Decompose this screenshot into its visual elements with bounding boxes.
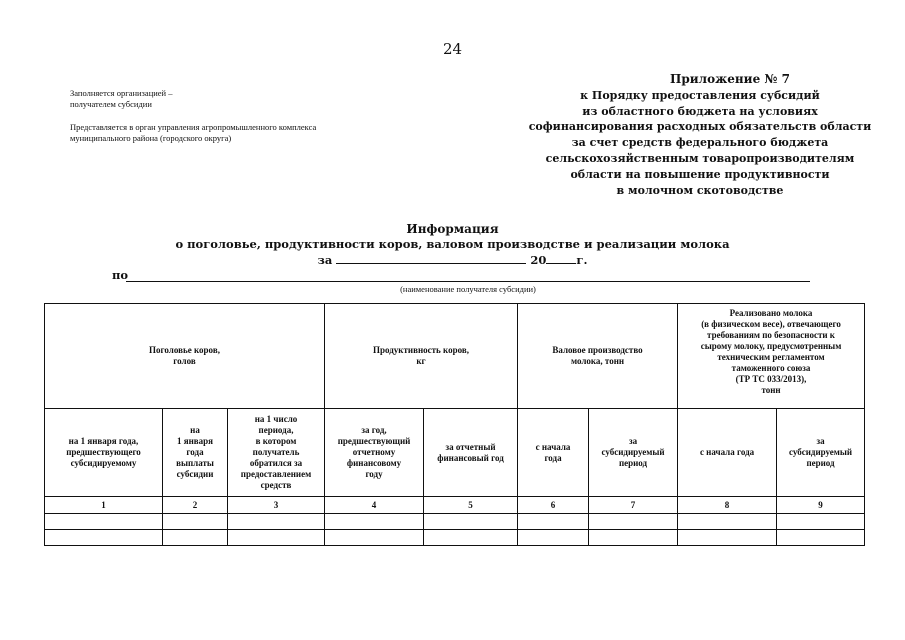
empty-cell[interactable] [424, 514, 518, 530]
group-production-header: Валовое производство молока, тонн [518, 304, 678, 409]
empty-cell[interactable] [228, 514, 325, 530]
recipient-hint: (наименование получателя субсидии) [400, 284, 536, 294]
column-header: за субсидируемый период [777, 409, 865, 497]
empty-cell[interactable] [777, 514, 865, 530]
appendix-title: Приложение № 7 [670, 72, 790, 86]
column-number: 1 [45, 497, 163, 514]
column-header: на 1 января года, предшествующего субсидируемому [45, 409, 163, 497]
table-row [45, 514, 865, 530]
column-number: 8 [678, 497, 777, 514]
filled-by-line-1: Заполняется организацией – [70, 88, 173, 98]
filled-by-line-2: получателем субсидии [70, 99, 152, 109]
column-header-row [45, 409, 865, 497]
empty-cell[interactable] [518, 530, 589, 546]
submitted-to-line-1: Представляется в орган управления агропромышленного комплекса [70, 122, 317, 132]
column-header: на 1 января года выплаты субсидии [163, 409, 228, 497]
column-header: на 1 число периода, в котором получатель обратился за предоставлением средств [228, 409, 325, 497]
column-number: 6 [518, 497, 589, 514]
appendix-line: из областного бюджета на условиях [582, 104, 818, 118]
appendix-line: за счет средств федерального бюджета [571, 136, 829, 150]
group-header-row [45, 304, 865, 409]
appendix-block [520, 72, 880, 198]
period-field[interactable] [336, 253, 526, 264]
recipient-prefix: по [112, 268, 129, 282]
empty-cell[interactable] [589, 530, 678, 546]
column-header: за отчетный финансовый год [424, 409, 518, 497]
page-number: 24 [442, 40, 463, 58]
milk-info-table [44, 303, 865, 546]
appendix-line: сельскохозяйственным товаропроизводителям [545, 151, 855, 165]
period-line [0, 253, 905, 267]
appendix-line: области на повышение продуктивности [570, 167, 830, 181]
appendix-line: в молочном скотоводстве [616, 183, 784, 197]
group-herd-header: Поголовье коров, голов [45, 304, 325, 409]
empty-cell[interactable] [228, 530, 325, 546]
column-number-row [45, 497, 865, 514]
empty-cell[interactable] [325, 530, 424, 546]
period-prefix: за [317, 253, 333, 267]
year-prefix: 20 [530, 253, 547, 267]
column-number: 3 [228, 497, 325, 514]
year-suffix: г. [576, 253, 588, 267]
submitted-to-note [70, 122, 316, 144]
appendix-line: к Порядку предоставления субсидий [580, 88, 820, 102]
empty-cell[interactable] [518, 514, 589, 530]
empty-cell[interactable] [589, 514, 678, 530]
column-header: с начала года [518, 409, 589, 497]
column-number: 2 [163, 497, 228, 514]
column-header: за год, предшествующий отчетному финансовому году [325, 409, 424, 497]
document-title: Информация [406, 222, 499, 236]
column-number: 5 [424, 497, 518, 514]
empty-cell[interactable] [45, 530, 163, 546]
year-field[interactable] [546, 253, 576, 264]
empty-cell[interactable] [163, 514, 228, 530]
filled-by-note [70, 88, 173, 110]
recipient-field[interactable] [126, 281, 810, 282]
empty-cell[interactable] [777, 530, 865, 546]
group-productivity-header: Продуктивность коров, кг [325, 304, 518, 409]
group-sold-header: Реализовано молока (в физическом весе), отвечающего требованиям по безопасности к сырому молоку, предусмотренным техническим регламентом таможенного союза (ТР ТС 033/2013), тонн [678, 304, 865, 409]
column-number: 7 [589, 497, 678, 514]
submitted-to-line-2: муниципального района (городского округа) [70, 133, 232, 143]
empty-cell[interactable] [325, 514, 424, 530]
document-subtitle: о поголовье, продуктивности коров, валовом производстве и реализации молока [175, 237, 730, 251]
table-row [45, 530, 865, 546]
column-number: 9 [777, 497, 865, 514]
empty-cell[interactable] [163, 530, 228, 546]
column-header: с начала года [678, 409, 777, 497]
empty-cell[interactable] [678, 530, 777, 546]
appendix-line: софинансирования расходных обязательств области [528, 120, 872, 134]
column-number: 4 [325, 497, 424, 514]
empty-cell[interactable] [45, 514, 163, 530]
column-header: за субсидируемый период [589, 409, 678, 497]
empty-cell[interactable] [678, 514, 777, 530]
empty-cell[interactable] [424, 530, 518, 546]
